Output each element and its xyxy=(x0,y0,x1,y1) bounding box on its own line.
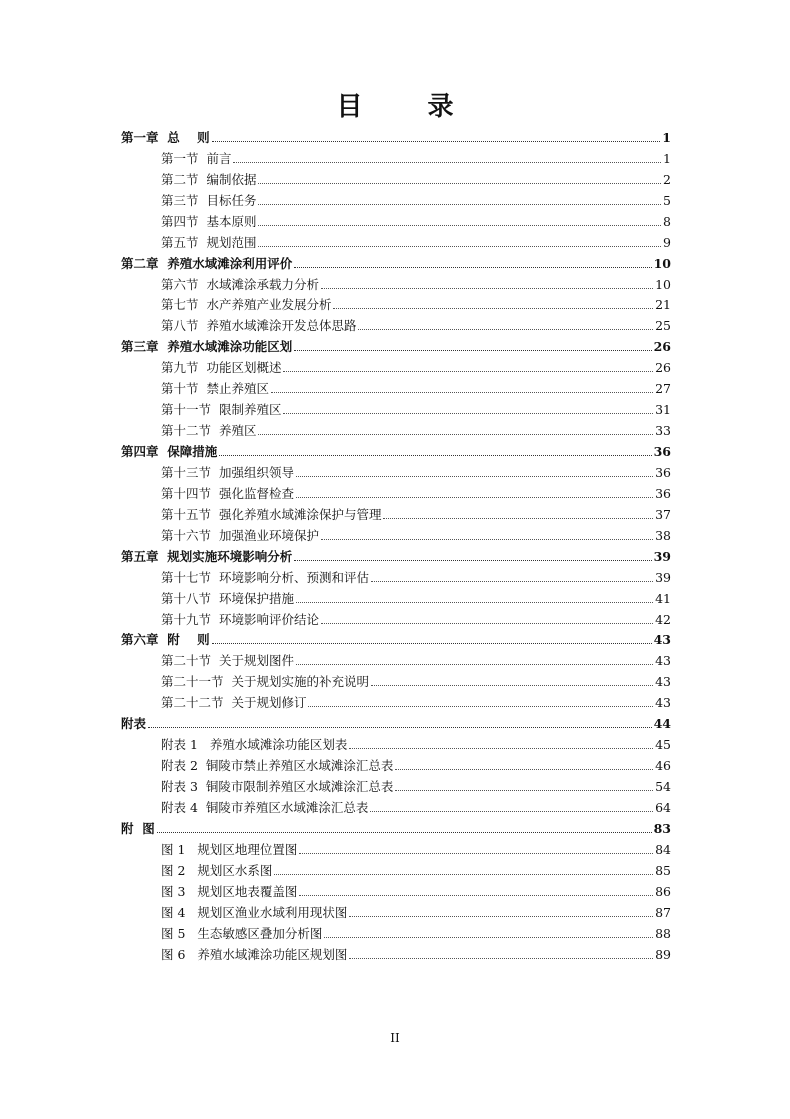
toc-page-number: 84 xyxy=(655,841,671,857)
toc-entry-label: 图 4 规划区渔业水域利用现状图 xyxy=(161,904,348,920)
toc-entry-label: 第二十一节 关于规划实施的补充说明 xyxy=(161,674,369,690)
toc-dot-leader xyxy=(283,413,653,414)
toc-page-number: 2 xyxy=(663,171,671,187)
toc-section-entry[interactable] xyxy=(121,271,671,292)
toc-page-number: 43 xyxy=(655,653,671,669)
toc-section-entry[interactable] xyxy=(121,187,671,208)
toc-page-number: 88 xyxy=(655,925,671,941)
toc-section-entry[interactable] xyxy=(121,396,671,417)
toc-dot-leader xyxy=(299,895,653,896)
toc-entry-label: 第二十二节 关于规划修订 xyxy=(161,695,307,711)
toc-entry-label: 第十六节 加强渔业环境保护 xyxy=(161,527,319,543)
toc-page-number: 1 xyxy=(663,150,671,166)
toc-dot-leader xyxy=(371,685,653,686)
toc-page-number: 8 xyxy=(663,213,671,229)
toc-page-number: 36 xyxy=(655,464,671,480)
toc-entry-label: 第二章 养殖水域滩涂利用评价 xyxy=(121,255,293,271)
toc-entry-label: 附表 2 铜陵市禁止养殖区水域滩涂汇总表 xyxy=(161,758,394,774)
toc-entry-label: 第十四节 强化监督检查 xyxy=(161,485,294,501)
toc-dot-leader xyxy=(212,643,652,644)
toc-page-number: 5 xyxy=(663,192,671,208)
toc-entry-label: 附 图 xyxy=(121,820,155,836)
toc-entry-label: 第十九节 环境影响评价结论 xyxy=(161,611,319,627)
toc-page-number: 87 xyxy=(655,904,671,920)
toc-page-number: 33 xyxy=(655,423,671,439)
toc-chapter-entry[interactable] xyxy=(121,627,671,648)
toc-entry-label: 第十八节 环境保护措施 xyxy=(161,590,294,606)
toc-dot-leader xyxy=(258,204,661,205)
toc-entry-label: 第十一节 限制养殖区 xyxy=(161,402,282,418)
toc-entry-label: 第一节 前言 xyxy=(161,150,232,166)
toc-entry-label: 第十三节 加强组织领导 xyxy=(161,464,294,480)
toc-section-entry[interactable] xyxy=(121,878,671,899)
toc-dot-leader xyxy=(321,623,653,624)
toc-section-entry[interactable] xyxy=(121,522,671,543)
toc-section-entry[interactable] xyxy=(121,606,671,627)
toc-entry-label: 第五章 规划实施环境影响分析 xyxy=(121,548,293,564)
toc-entry-label: 第七节 水产养殖产业发展分析 xyxy=(161,297,332,313)
toc-section-entry[interactable] xyxy=(121,585,671,606)
toc-entry-label: 第三章 养殖水域滩涂功能区划 xyxy=(121,339,293,355)
toc-page-number: 54 xyxy=(655,779,671,794)
toc-entry-label: 图 3 规划区地表覆盖图 xyxy=(161,883,298,899)
toc-dot-leader xyxy=(299,853,653,854)
toc-page-number: 37 xyxy=(655,506,671,522)
toc-page-number: 43 xyxy=(653,632,671,648)
toc-dot-leader xyxy=(324,937,653,938)
toc-section-entry[interactable] xyxy=(121,836,671,857)
toc-entry-label: 第十节 禁止养殖区 xyxy=(161,381,269,397)
toc-page-number: 44 xyxy=(653,716,671,732)
toc-chapter-entry[interactable] xyxy=(121,438,671,459)
toc-dot-leader xyxy=(333,308,653,309)
toc-page-number: 85 xyxy=(655,862,671,878)
toc-page-number: 46 xyxy=(655,758,671,774)
toc-entry-label: 第四节 基本原则 xyxy=(161,213,257,229)
toc-page-number: 25 xyxy=(655,318,671,334)
toc-dot-leader xyxy=(308,706,653,707)
toc-page-number: 31 xyxy=(655,402,671,418)
toc-dot-leader xyxy=(296,497,653,498)
toc-section-entry[interactable] xyxy=(121,564,671,585)
toc-dot-leader xyxy=(349,958,653,959)
toc-section-entry[interactable] xyxy=(121,857,671,878)
toc-section-entry[interactable] xyxy=(121,899,671,920)
toc-dot-leader xyxy=(219,455,651,456)
toc-chapter-entry[interactable] xyxy=(121,815,671,836)
toc-section-entry[interactable] xyxy=(121,354,671,375)
toc-entry-label: 第十二节 养殖区 xyxy=(161,423,257,439)
page-title: 目 录 xyxy=(336,92,482,122)
toc-page-number: 9 xyxy=(663,234,671,250)
toc-dot-leader xyxy=(296,476,653,477)
toc-dot-leader xyxy=(294,560,651,561)
page-number-footer: II xyxy=(390,1031,400,1045)
toc-entry-label: 第八节 养殖水域滩涂开发总体思路 xyxy=(161,318,357,334)
toc-dot-leader xyxy=(157,832,652,833)
toc-entry-label: 附表 xyxy=(121,716,147,732)
toc-chapter-entry[interactable] xyxy=(121,543,671,564)
toc-dot-leader xyxy=(371,581,653,582)
toc-dot-leader xyxy=(271,392,653,393)
toc-section-entry[interactable] xyxy=(121,208,671,229)
toc-chapter-entry[interactable] xyxy=(121,710,671,731)
toc-dot-leader xyxy=(212,141,661,142)
toc-chapter-entry[interactable] xyxy=(121,250,671,271)
toc-entry-label: 图 1 规划区地理位置图 xyxy=(161,841,298,857)
toc-page-number: 43 xyxy=(655,674,671,690)
toc-dot-leader xyxy=(296,664,653,665)
toc-entry-label: 附表 3 铜陵市限制养殖区水域滩涂汇总表 xyxy=(161,779,394,794)
toc-dot-leader xyxy=(294,267,651,268)
toc-page-number: 41 xyxy=(655,590,671,606)
toc-section-entry[interactable] xyxy=(121,229,671,250)
toc-section-entry[interactable] xyxy=(121,417,671,438)
toc-section-entry[interactable] xyxy=(121,773,671,794)
toc-section-entry[interactable] xyxy=(121,731,671,752)
toc-section-entry[interactable] xyxy=(121,920,671,941)
toc-section-entry[interactable] xyxy=(121,312,671,333)
toc-dot-leader xyxy=(395,790,653,791)
toc-page-number: 89 xyxy=(655,946,671,962)
toc-page-number: 38 xyxy=(655,527,671,543)
toc-dot-leader xyxy=(358,329,653,330)
toc-dot-leader xyxy=(233,162,661,163)
toc-page-number: 36 xyxy=(655,485,671,501)
toc-section-entry[interactable] xyxy=(121,375,671,396)
toc-page-number: 45 xyxy=(655,737,671,753)
toc-page-number: 43 xyxy=(655,695,671,711)
toc-entry-label: 第十七节 环境影响分析、预测和评估 xyxy=(161,569,369,585)
toc-dot-leader xyxy=(296,602,653,603)
table-of-contents xyxy=(121,124,671,962)
toc-section-entry[interactable] xyxy=(121,689,671,710)
toc-entry-label: 第六节 水域滩涂承载力分析 xyxy=(161,276,319,292)
toc-page-number: 10 xyxy=(653,255,671,271)
toc-entry-label: 第一章 总 则 xyxy=(121,129,210,145)
toc-dot-leader xyxy=(258,183,661,184)
toc-dot-leader xyxy=(294,350,651,351)
toc-page-number: 42 xyxy=(655,611,671,627)
toc-section-entry[interactable] xyxy=(121,752,671,773)
toc-entry-label: 第六章 附 则 xyxy=(121,632,210,648)
toc-entry-label: 第三节 目标任务 xyxy=(161,192,257,208)
toc-entry-label: 第四章 保障措施 xyxy=(121,444,218,459)
toc-section-entry[interactable] xyxy=(121,647,671,668)
toc-page-number: 39 xyxy=(653,548,671,564)
toc-dot-leader xyxy=(274,874,653,875)
toc-page-number: 26 xyxy=(655,360,671,376)
toc-section-entry[interactable] xyxy=(121,166,671,187)
toc-dot-leader xyxy=(283,371,653,372)
toc-dot-leader xyxy=(349,748,653,749)
toc-page-number: 86 xyxy=(655,883,671,899)
toc-dot-leader xyxy=(258,434,653,435)
toc-entry-label: 第五节 规划范围 xyxy=(161,234,257,250)
toc-section-entry[interactable] xyxy=(121,480,671,501)
toc-page-number: 27 xyxy=(655,381,671,397)
toc-entry-label: 第二十节 关于规划图件 xyxy=(161,653,294,669)
toc-entry-label: 第二节 编制依据 xyxy=(161,171,257,187)
toc-section-entry[interactable] xyxy=(121,668,671,689)
toc-dot-leader xyxy=(383,518,653,519)
toc-dot-leader xyxy=(370,811,653,812)
toc-entry-label: 图 6 养殖水域滩涂功能区规划图 xyxy=(161,946,348,962)
toc-dot-leader xyxy=(148,727,652,728)
toc-dot-leader xyxy=(321,539,653,540)
toc-dot-leader xyxy=(258,246,661,247)
toc-dot-leader xyxy=(258,225,661,226)
toc-page-number: 21 xyxy=(655,297,671,313)
toc-chapter-entry[interactable] xyxy=(121,333,671,354)
toc-entry-label: 图 2 规划区水系图 xyxy=(161,862,273,878)
toc-page-number: 64 xyxy=(655,799,671,815)
toc-section-entry[interactable] xyxy=(121,941,671,962)
toc-page-number: 1 xyxy=(662,129,671,145)
toc-page-number: 36 xyxy=(653,444,671,459)
toc-dot-leader xyxy=(349,916,653,917)
toc-section-entry[interactable] xyxy=(121,145,671,166)
toc-section-entry[interactable] xyxy=(121,459,671,480)
toc-page-number: 39 xyxy=(655,569,671,585)
toc-chapter-entry[interactable] xyxy=(121,124,671,145)
toc-entry-label: 第九节 功能区划概述 xyxy=(161,360,282,376)
toc-dot-leader xyxy=(321,288,653,289)
toc-page-number: 83 xyxy=(653,820,671,836)
toc-entry-label: 附表 1 养殖水域滩涂功能区划表 xyxy=(161,737,348,753)
toc-section-entry[interactable] xyxy=(121,501,671,522)
toc-entry-label: 附表 4 铜陵市养殖区水域滩涂汇总表 xyxy=(161,799,369,815)
toc-section-entry[interactable] xyxy=(121,292,671,313)
toc-dot-leader xyxy=(395,769,653,770)
toc-entry-label: 图 5 生态敏感区叠加分析图 xyxy=(161,925,323,941)
toc-entry-label: 第十五节 强化养殖水域滩涂保护与管理 xyxy=(161,506,382,522)
toc-section-entry[interactable] xyxy=(121,794,671,815)
toc-page-number: 26 xyxy=(653,339,671,355)
toc-page-number: 10 xyxy=(655,276,671,292)
